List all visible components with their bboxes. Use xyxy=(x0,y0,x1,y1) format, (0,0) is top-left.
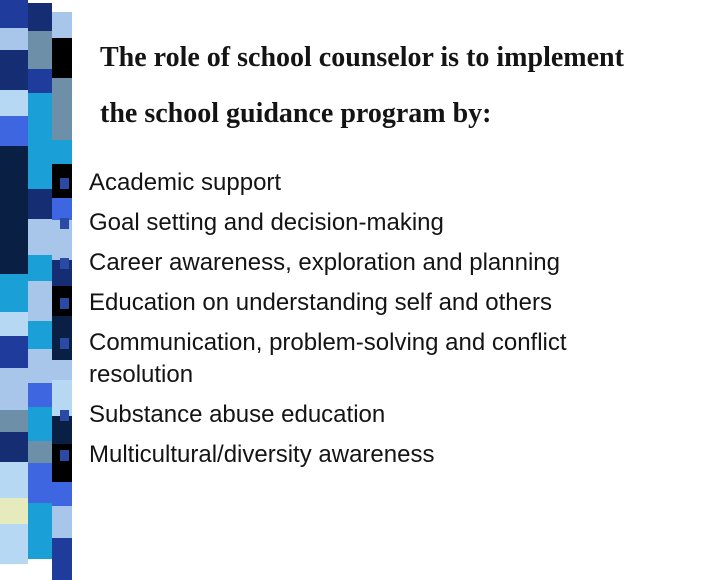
decorative-block xyxy=(28,125,52,167)
decorative-block xyxy=(28,281,52,321)
decorative-block xyxy=(52,78,72,106)
decorative-block xyxy=(52,106,72,140)
title-line-2: the school guidance program by: xyxy=(100,98,492,129)
decorative-block xyxy=(28,219,52,255)
decorative-block xyxy=(52,38,72,78)
bullet-item xyxy=(60,163,700,203)
bullet-item xyxy=(60,323,700,395)
bullet-item xyxy=(60,395,700,435)
decorative-block xyxy=(0,462,28,498)
decorative-block xyxy=(28,407,52,441)
square-bullet-icon xyxy=(60,218,69,229)
decorative-block xyxy=(0,432,28,462)
decorative-block xyxy=(28,69,52,93)
bullet-text: Goal setting and decision-making xyxy=(89,209,444,236)
decorative-block xyxy=(0,274,28,312)
square-bullet-icon xyxy=(60,410,69,421)
decorative-block xyxy=(0,246,28,274)
decorative-block xyxy=(28,463,52,503)
decorative-block xyxy=(52,506,72,538)
decorative-block xyxy=(0,410,28,432)
decorative-block xyxy=(52,482,72,506)
square-bullet-icon xyxy=(60,258,69,269)
bullet-text: Academic support xyxy=(89,169,282,196)
bullet-text: Multicultural/diversity awareness xyxy=(89,441,435,468)
title-line-1: The role of school counselor is to implement xyxy=(100,42,624,73)
decorative-block xyxy=(28,321,52,349)
square-bullet-icon xyxy=(60,450,69,461)
square-bullet-icon xyxy=(60,298,69,309)
decorative-block xyxy=(52,140,72,164)
square-bullet-icon xyxy=(60,338,69,349)
decorative-block xyxy=(0,90,28,116)
bullet-item xyxy=(60,243,700,283)
decorative-block xyxy=(0,50,28,90)
decorative-block xyxy=(0,312,28,336)
decorative-block xyxy=(28,167,52,189)
decorative-block xyxy=(0,116,28,146)
bullet-item xyxy=(60,435,700,475)
decorative-block xyxy=(0,0,28,28)
square-bullet-icon xyxy=(60,178,69,189)
decorative-block xyxy=(0,524,28,564)
decorative-block xyxy=(0,146,28,190)
slide-title xyxy=(100,30,710,142)
decorative-block xyxy=(0,336,28,368)
bullet-item xyxy=(60,203,700,243)
decorative-block xyxy=(28,255,52,281)
decorative-block xyxy=(28,349,52,383)
decorative-block xyxy=(28,503,52,529)
bullet-text: Education on understanding self and others xyxy=(89,289,552,316)
decorative-block xyxy=(28,189,52,219)
decorative-block xyxy=(52,538,72,580)
decorative-block xyxy=(28,31,52,69)
decorative-block xyxy=(0,210,28,246)
bullet-text: Career awareness, exploration and planning xyxy=(89,249,560,276)
decorative-block xyxy=(28,529,52,559)
decorative-block xyxy=(52,12,72,38)
bullet-item xyxy=(60,283,700,323)
decorative-block xyxy=(28,3,52,31)
decorative-block xyxy=(0,368,28,410)
decorative-block xyxy=(0,28,28,50)
decorative-block xyxy=(0,190,28,210)
decorative-block xyxy=(28,93,52,125)
decorative-block xyxy=(28,441,52,463)
bullet-text: Substance abuse education xyxy=(89,401,386,428)
decorative-block xyxy=(28,383,52,407)
bullet-text: Communication, problem-solving and conflict resolution xyxy=(89,329,567,388)
decorative-block xyxy=(0,498,28,524)
bullet-list xyxy=(60,163,700,475)
